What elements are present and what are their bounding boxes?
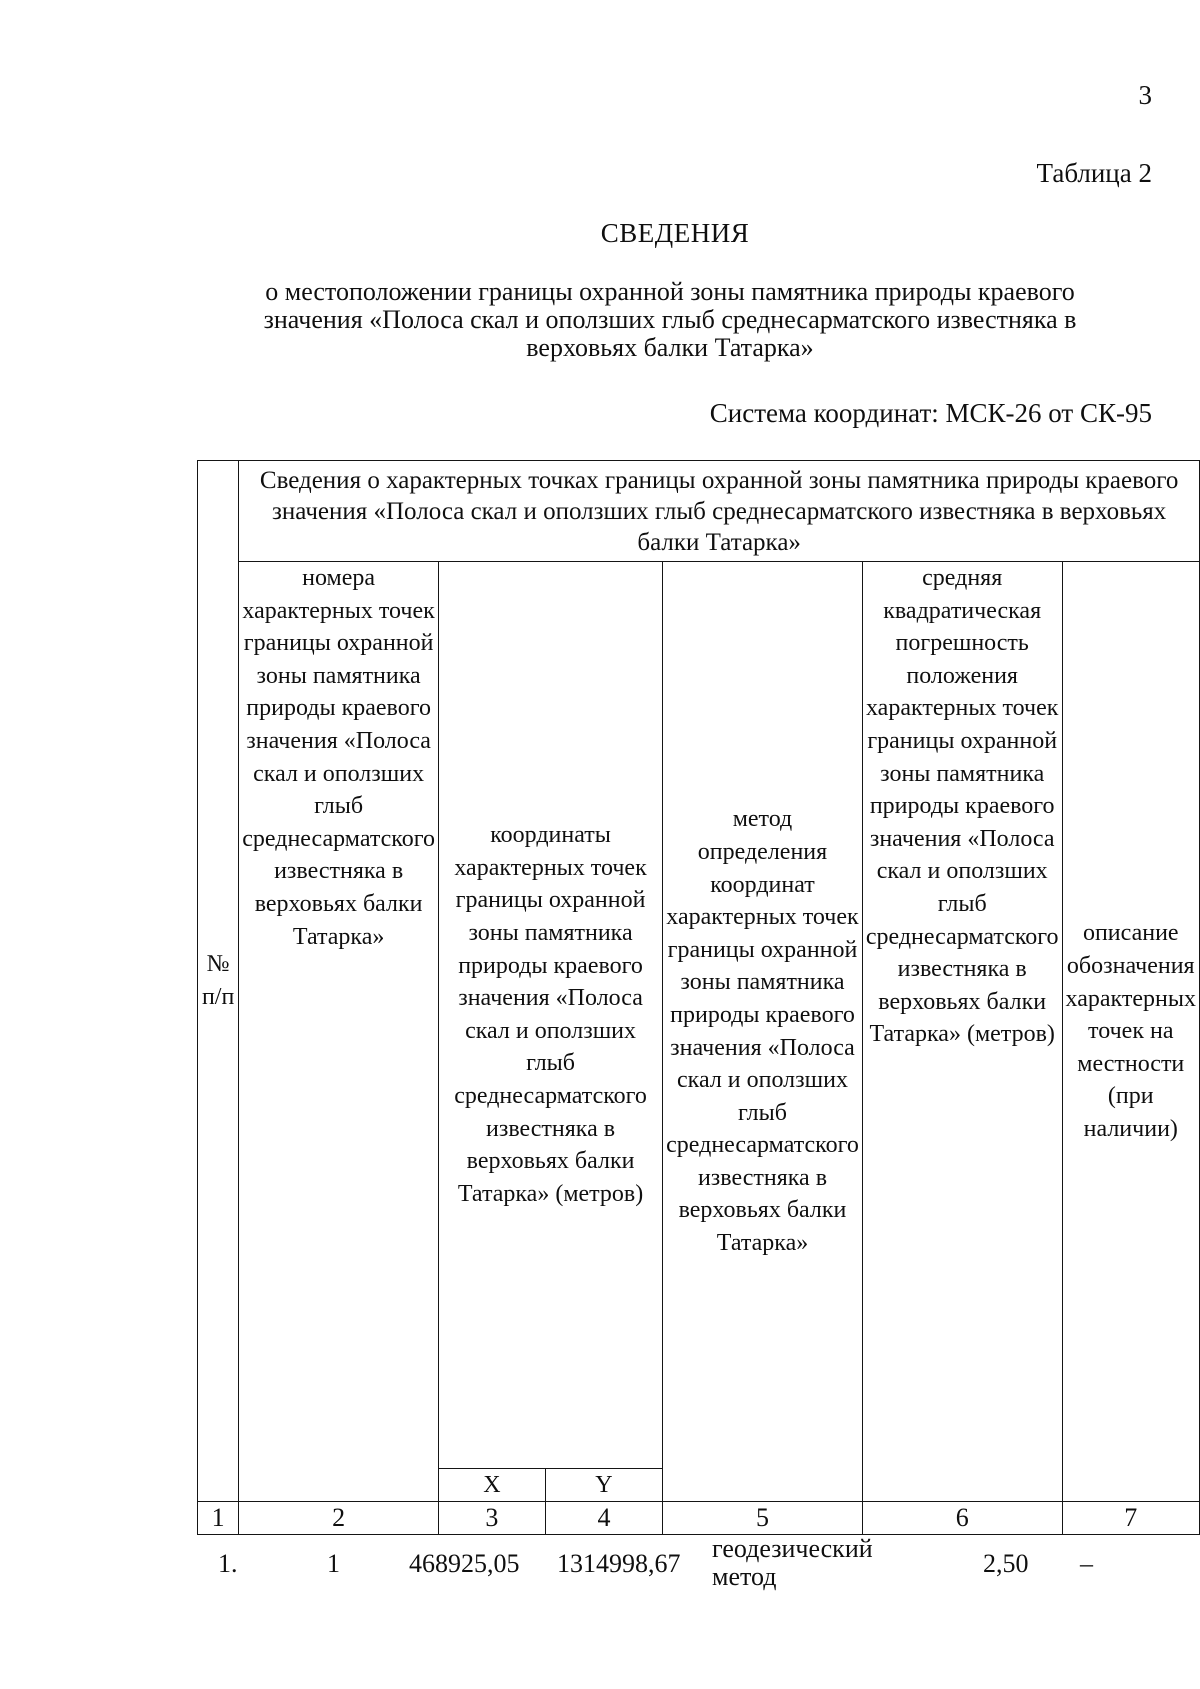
header-coordinate-y: Y [545, 1468, 662, 1501]
row-mean-error: 2,50 [983, 1549, 1029, 1578]
row-method: геодезический метод [712, 1534, 873, 1591]
column-number-6: 6 [862, 1502, 1062, 1535]
table-label: Таблица 2 [1036, 158, 1152, 188]
header-row-number [198, 461, 239, 1502]
row-coordinate-y: 1314998,67 [557, 1549, 681, 1578]
header-group-label: Сведения о характерных точках границы охранной зоны памятника природы краевого значения «Полоса скал и оползших глыб среднесарматского известняка в верховьях балки Татарка» [259, 466, 1179, 556]
column-number-4: 4 [545, 1502, 662, 1535]
header-method-label: метод определения координат характерных точек границы охранной зоны памятника природы краевого значения «Полоса скал и оползших глыб среднесарматского известняка в верховьях балки Татарка» [666, 806, 859, 1257]
header-mean-error [862, 562, 1062, 1502]
header-description [1062, 562, 1199, 1502]
coordinate-system-label: Система координат: МСК-26 от СК-95 [709, 398, 1152, 428]
header-group [239, 461, 1200, 562]
row-description: – [1080, 1549, 1093, 1578]
row-coordinate-x: 468925,05 [409, 1549, 520, 1578]
document-subtitle: о местоположении границы охранной зоны памятника природы краевого значения «Полоса скал и оползших глыб среднесарматского известняка в верховьях балки Татарка» [263, 277, 1077, 362]
header-description-label: описание обозначения характерных точек на местности (при наличии) [1065, 920, 1196, 1142]
table-row [0, 1535, 1200, 1595]
column-number-5: 5 [663, 1502, 863, 1535]
document-title: СВЕДЕНИЯ [600, 218, 750, 248]
header-point-numbers [239, 562, 439, 1502]
header-mean-error-label: средняя квадратическая погрешность положения характерных точек границы охранной зоны памятника природы краевого значения «Полоса скал и оползших глыб среднесарматского известняка в верховьях балки Татарка» (метров) [865, 565, 1059, 1048]
header-point-numbers-label: номера характерных точек границы охранной зоны памятника природы краевого значения «Полоса скал и оползших глыб среднесарматского известняка в верховьях балки Татарка» [242, 565, 435, 950]
column-number-7: 7 [1062, 1502, 1199, 1535]
page-number: 3 [1138, 80, 1152, 110]
header-coordinate-x: X [438, 1468, 545, 1501]
header-row-number-label: № п/п [201, 951, 235, 1010]
header-coordinates-label: координаты характерных точек границы охранной зоны памятника природы краевого значения «Полоса скал и оползших глыб среднесарматского известняка в верховьях балки Татарка» (метров) [454, 822, 647, 1207]
row-number: 1. [218, 1549, 238, 1578]
column-number-3: 3 [438, 1502, 545, 1535]
header-method [663, 562, 863, 1502]
column-number-1: 1 [198, 1502, 239, 1535]
boundary-points-table [197, 460, 1200, 1535]
header-coordinates [438, 562, 662, 1469]
row-point-number: 1 [327, 1549, 340, 1578]
column-number-2: 2 [239, 1502, 439, 1535]
